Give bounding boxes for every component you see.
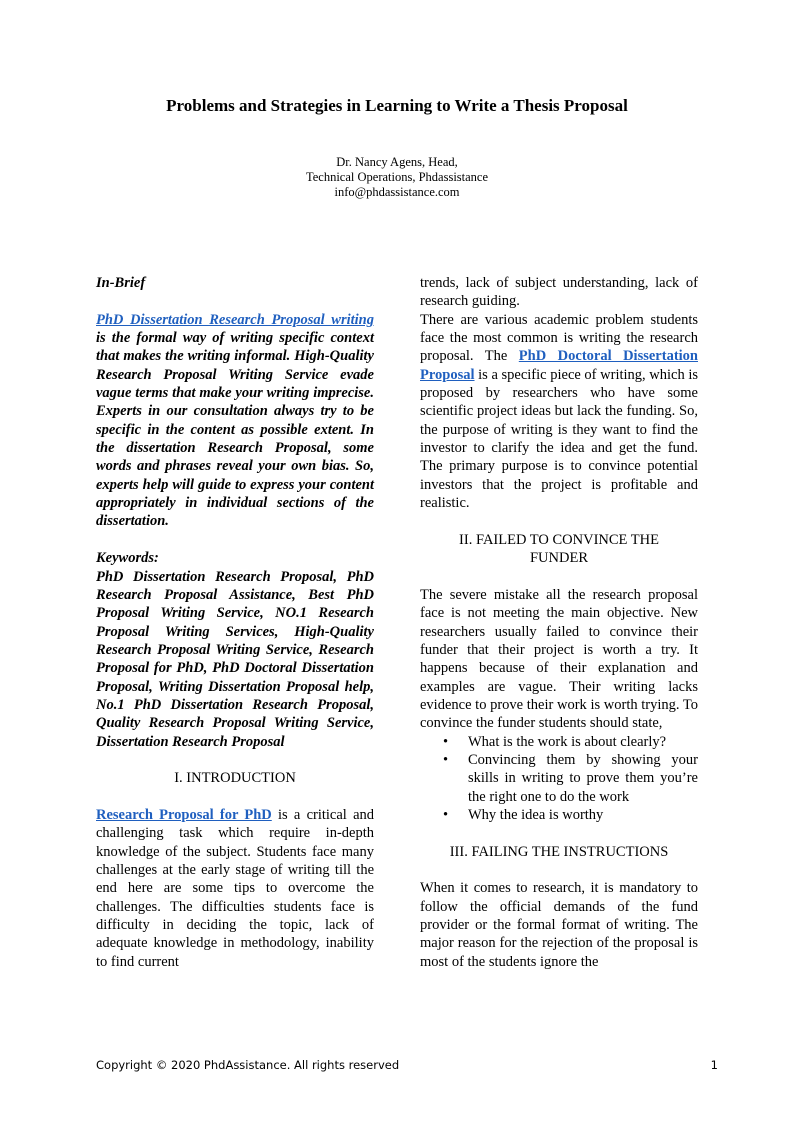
list-item: • Convincing them by showing your skills in writing to prove them you’re the right one to do the work: [468, 751, 698, 806]
keywords-text: PhD Dissertation Research Proposal, PhD Research Proposal Assistance, Best PhD Proposal Writing Service, NO.1 Research Proposal Writing Services, High-Quality Research Proposal Writing Service, Research Proposal for PhD, PhD Doctoral Dissertation Proposal, Writing Dissertation Proposal help, No.1 PhD Dissertation Research Proposal, Quality Research Proposal Writing Service, Dissertation Research Proposal: [96, 568, 374, 750]
page-footer: [96, 1058, 718, 1072]
list-item: • Why the idea is worthy: [468, 806, 698, 824]
intro-heading: I. INTRODUCTION: [174, 770, 296, 787]
section2-paragraph: The severe mistake all the research proposal face is not meeting the main objective. New researchers usually failed to convince their funder that their project is worth a try. It happens because of their explanation and examples are vague. Their writing lacks evidence to prove their work is worth trying. To convince the funder students should state,: [420, 586, 698, 732]
brief-text: is the formal way of writing specific context that makes the writing informal. High-Quality Research Proposal Writing Service evade vague terms that make your writing imprecise. Experts in our consultation always try to be specific in the content as possible extent. In the dissertation Research Proposal, some words and phrases reveal your own bias. So, experts help will guide to express your content appropriately in individual sections of the dissertation.: [96, 330, 374, 530]
intro-paragraph: [96, 806, 374, 971]
intro-p2-text-a: There are various academic problem students face the most common is writing the research proposal. The: [420, 311, 698, 365]
doctoral-proposal-link[interactable]: PhD Doctoral Dissertation Proposal: [420, 348, 698, 383]
author-affiliation: Technical Operations, Phdassistance: [305, 170, 489, 184]
brief-paragraph: [96, 311, 374, 531]
right-column: [420, 274, 698, 971]
section2-bullet-list: [420, 733, 698, 825]
copyright-text: Copyright © 2020 PhdAssistance. All rights reserved: [96, 1058, 400, 1072]
intro-paragraph-2: [420, 311, 698, 513]
paper-title: Problems and Strategies in Learning to Write a Thesis Proposal: [166, 96, 628, 115]
author-block: [0, 155, 794, 200]
page-number: 1: [710, 1058, 718, 1072]
intro-text: is a critical and challenging task which require in-depth knowledge of the subject. Students face many challenges at the early stage of writing till the end here are some tips to overcome the challenges. The difficulties students face is difficulty in deciding the topic, lack of adequate knowledge in methodology, inability to find current: [96, 806, 375, 970]
section3-heading: III. FAILING THE INSTRUCTIONS: [449, 843, 669, 860]
section2-heading: II. FAILED TO CONVINCE THE FUNDER: [459, 531, 659, 567]
author-name: Dr. Nancy Agens, Head,: [336, 155, 458, 169]
author-email: info@phdassistance.com: [334, 185, 460, 199]
keywords-heading: Keywords:: [96, 550, 159, 567]
list-item: • What is the work is about clearly?: [468, 733, 698, 751]
left-column: [96, 274, 374, 971]
section3-paragraph: When it comes to research, it is mandatory to follow the official demands of the fund provider or the formal format of writing. The major reason for the rejection of the proposal is most of the students ignore the: [420, 880, 698, 970]
intro-continued: trends, lack of subject understanding, lack of research guiding.: [420, 275, 698, 310]
brief-link[interactable]: PhD Dissertation Research Proposal writing: [96, 311, 374, 328]
intro-p2-text-b: is a specific piece of writing, which is proposed by researchers who have some scientific project ideas but lack the funding. So, the purpose of writing is they want to find the investor to clarify the idea and get the fund. The primary purpose is to convince potential investors that the project is profitable and realistic.: [420, 366, 699, 512]
intro-link[interactable]: Research Proposal for PhD: [96, 806, 272, 823]
brief-heading: In-Brief: [96, 275, 146, 291]
